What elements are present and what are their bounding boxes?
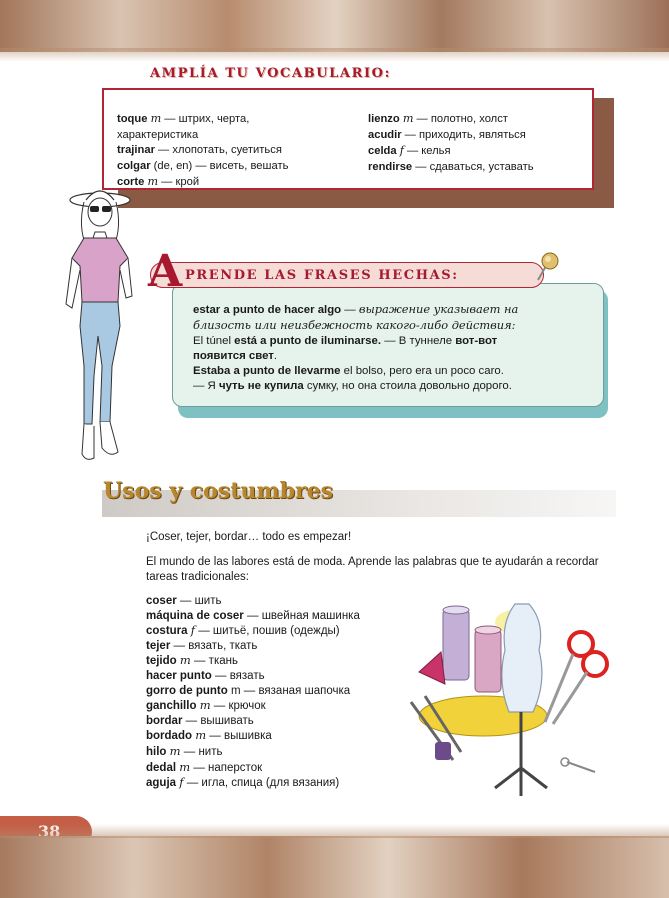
pushpin-icon <box>532 250 562 284</box>
vocab-entry-continuation: характеристика <box>117 128 199 141</box>
phrase-line: — Я чуть не купила сумку, но она стоила довольно дорого. <box>193 380 512 392</box>
phrases-box <box>172 283 604 407</box>
phrase-line: Estaba a punto de llevarme el bolso, pero era un poco caro. <box>193 365 504 377</box>
vocab-entry: toque m — штрих, черта, <box>117 112 250 125</box>
word-entry: hacer punto — вязать <box>146 669 265 682</box>
phrase-line: появится свет. <box>193 350 278 362</box>
usos-description: El mundo de las labores está de moda. Aprende las palabras que te ayudarán a recordar tareas tradicionales: <box>146 556 599 583</box>
word-entry: hilo m — нить <box>146 743 223 758</box>
word-entry: tejer — вязать, ткать <box>146 639 258 652</box>
vocab-right-column <box>368 111 593 175</box>
phrases-title-initial: A <box>148 246 183 297</box>
word-entry: bordado m — вышивка <box>146 728 272 743</box>
sewing-tools-illustration <box>405 592 615 806</box>
vocab-entry: colgar (de, en) — висеть, вешать <box>117 159 289 172</box>
phrase-line: estar a punto de hacer algo — выражение указывает на <box>193 302 519 316</box>
word-entry: coser — шить <box>146 595 222 607</box>
sewing-word-list <box>146 594 360 791</box>
phrase-line: El túnel está a punto de iluminarse. — В туннеле вот-вот <box>193 335 498 347</box>
word-entry: tejido m — ткань <box>146 653 238 668</box>
phrases-title: PRENDE LAS FRASES HECHAS: <box>185 268 459 283</box>
top-decorative-band <box>0 0 669 52</box>
vocab-box <box>102 88 594 190</box>
word-entry: gorro de punto m — вязаная шапочка <box>146 684 351 697</box>
word-entry: ganchillo m — крючок <box>146 698 266 713</box>
vocab-left-column <box>117 111 357 191</box>
vocab-entry: lienzo m — полотно, холст <box>368 112 508 125</box>
phrases-body <box>193 302 593 394</box>
vocab-entry: trajinar — хлопотать, суетиться <box>117 144 282 156</box>
girl-illustration <box>62 186 142 472</box>
usos-title: Usos y costumbres <box>103 478 333 504</box>
vocab-entry: corte m — крой <box>117 175 200 188</box>
usos-intro: ¡Coser, tejer, bordar… todo es empezar! <box>146 531 352 543</box>
word-entry: máquina de coser — швейная машинка <box>146 609 360 622</box>
word-entry: costura f — шитьё, пошив (одежды) <box>146 623 340 638</box>
bottom-decorative-band <box>0 836 669 898</box>
word-entry: aguja f — игла, спица (для вязания) <box>146 775 340 790</box>
word-entry: bordar — вышивать <box>146 714 254 727</box>
vocab-entry: celda f — келья <box>368 144 451 157</box>
word-entry: dedal m — наперсток <box>146 759 263 774</box>
vocab-entry: rendirse — сдаваться, уставать <box>368 160 534 173</box>
vocab-title: AMPLÍA TU VOCABULARIO: <box>150 66 391 81</box>
vocab-entry: acudir — приходить, являться <box>368 128 526 141</box>
phrase-line: близость или неизбежность какого-либо действия: <box>193 318 516 332</box>
